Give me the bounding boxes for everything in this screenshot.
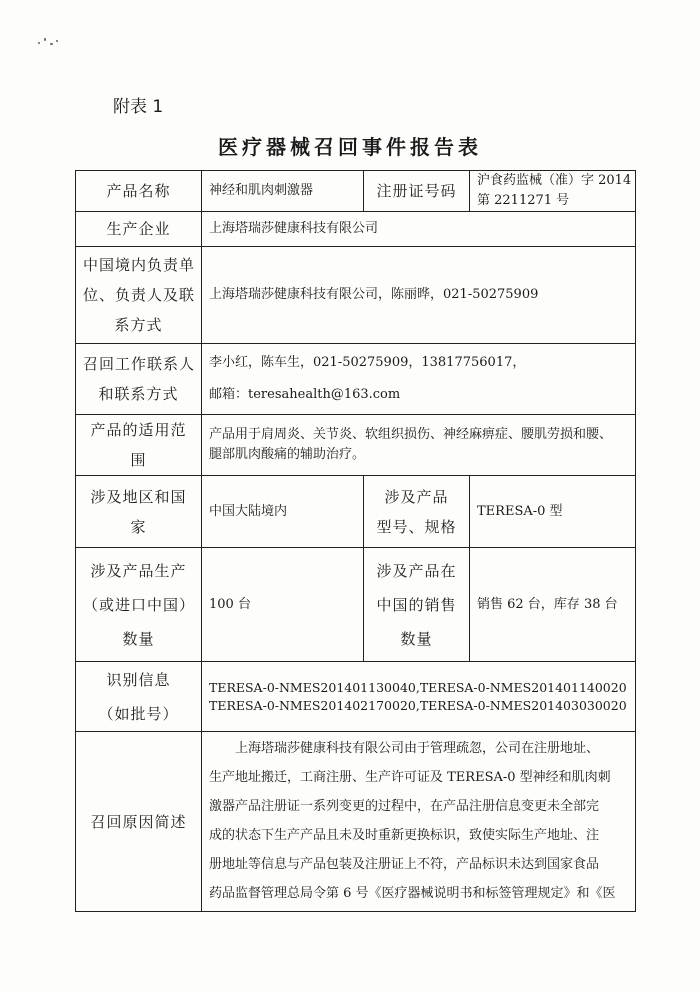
quantity-label-line2: （或进口中国）	[83, 595, 196, 614]
model-label-line1: 涉及产品	[384, 487, 449, 506]
model-label	[364, 476, 470, 548]
sales-label-line2: 中国的销售	[376, 595, 457, 614]
region-label: 涉及地区和国家	[76, 476, 202, 548]
scope-value-line1: 产品用于肩周炎、关节炎、软组织损伤、神经麻痹症、腰肌劳损和腰、	[209, 427, 613, 442]
row-scope	[76, 415, 636, 476]
row-identification	[76, 662, 636, 732]
recall-contact-value-line1: 李小红，陈车生，021-50275909，13817756017，	[209, 355, 526, 370]
reason-line-6: 药品监督管理总局令第 6 号《医疗器械说明书和标签管理规定》和《医	[209, 886, 616, 901]
registration-value	[470, 171, 636, 212]
row-region-model	[76, 476, 636, 548]
product-name-value: 神经和肌肉刺激器	[202, 171, 364, 212]
reason-line-4: 成的状态下生产产品且未及时重新更换标识，致使实际生产地址、注	[209, 828, 600, 843]
scope-value-line2: 腿部肌肉酸痛的辅助治疗。	[209, 447, 366, 462]
identification-value	[202, 662, 636, 732]
recall-contact-value	[202, 344, 636, 415]
reason-value	[202, 732, 636, 912]
recall-contact-label-line1: 召回工作联系人	[83, 355, 196, 373]
identification-value-line1: TERESA-0-NMES201401130040,TERESA-0-NMES201401140020	[209, 679, 627, 695]
recall-contact-value-line2: 邮箱：teresahealth@163.com	[209, 387, 401, 402]
sales-label-line3: 数量	[400, 629, 433, 648]
identification-label-line2: （如批号）	[98, 704, 179, 723]
reason-line-1: 上海塔瑞莎健康科技有限公司由于管理疏忽，公司在注册地址、	[235, 741, 600, 756]
reason-line-5: 册地址等信息与产品包装及注册证上不符，产品标识未达到国家食品	[209, 857, 600, 872]
page-title: 医疗器械召回事件报告表	[218, 135, 482, 159]
china-contact-label-line3: 系方式	[114, 316, 163, 334]
row-recall-contact	[76, 344, 636, 415]
model-value: TERESA-0 型	[470, 476, 636, 548]
product-name-label: 产品名称	[76, 171, 202, 212]
attachment-label: 附表 1	[113, 97, 164, 117]
sales-value: 销售 62 台，库存 38 台	[470, 548, 636, 662]
registration-value-line2: 第 2211271 号	[477, 193, 570, 208]
region-value: 中国大陆境内	[202, 476, 364, 548]
recall-report-table	[75, 170, 636, 912]
quantity-label	[76, 548, 202, 662]
row-manufacturer	[76, 212, 636, 247]
registration-value-line1: 沪食药监械（准）字 2014	[477, 173, 632, 188]
row-china-contact	[76, 247, 636, 344]
sales-label	[364, 548, 470, 662]
row-product-name	[76, 171, 636, 212]
manufacturer-value: 上海塔瑞莎健康科技有限公司	[202, 212, 636, 247]
quantity-value: 100 台	[202, 548, 364, 662]
sales-label-line1: 涉及产品在	[376, 561, 457, 580]
china-contact-label	[76, 247, 202, 344]
scope-label: 产品的适用范围	[76, 415, 202, 476]
identification-value-line2: TERESA-0-NMES201402170020,TERESA-0-NMES201403030020	[209, 697, 627, 713]
china-contact-value: 上海塔瑞莎健康科技有限公司，陈丽晔，021-50275909	[202, 247, 636, 344]
model-label-line2: 型号、规格	[376, 517, 457, 536]
quantity-label-line1: 涉及产品生产	[90, 561, 187, 580]
recall-contact-label-line2: 和联系方式	[98, 385, 179, 403]
registration-label: 注册证号码	[364, 171, 470, 212]
identification-label	[76, 662, 202, 732]
identification-label-line1: 识别信息	[106, 670, 171, 689]
row-quantity-sales	[76, 548, 636, 662]
reason-line-3: 激器产品注册证一系列变更的过程中，在产品注册信息变更未全部完	[209, 799, 600, 814]
scope-value	[202, 415, 636, 476]
reason-label: 召回原因简述	[76, 732, 202, 912]
china-contact-label-line1: 中国境内负责单	[83, 256, 196, 274]
quantity-label-line3: 数量	[122, 629, 155, 648]
recall-contact-label	[76, 344, 202, 415]
row-reason	[76, 732, 636, 912]
manufacturer-label: 生产企业	[76, 212, 202, 247]
reason-line-2: 生产地址搬迁，工商注册、生产许可证及 TERESA-0 型神经和肌肉刺	[209, 770, 611, 785]
china-contact-label-line2: 位、负责人及联	[83, 286, 196, 304]
scan-speck	[38, 38, 60, 48]
